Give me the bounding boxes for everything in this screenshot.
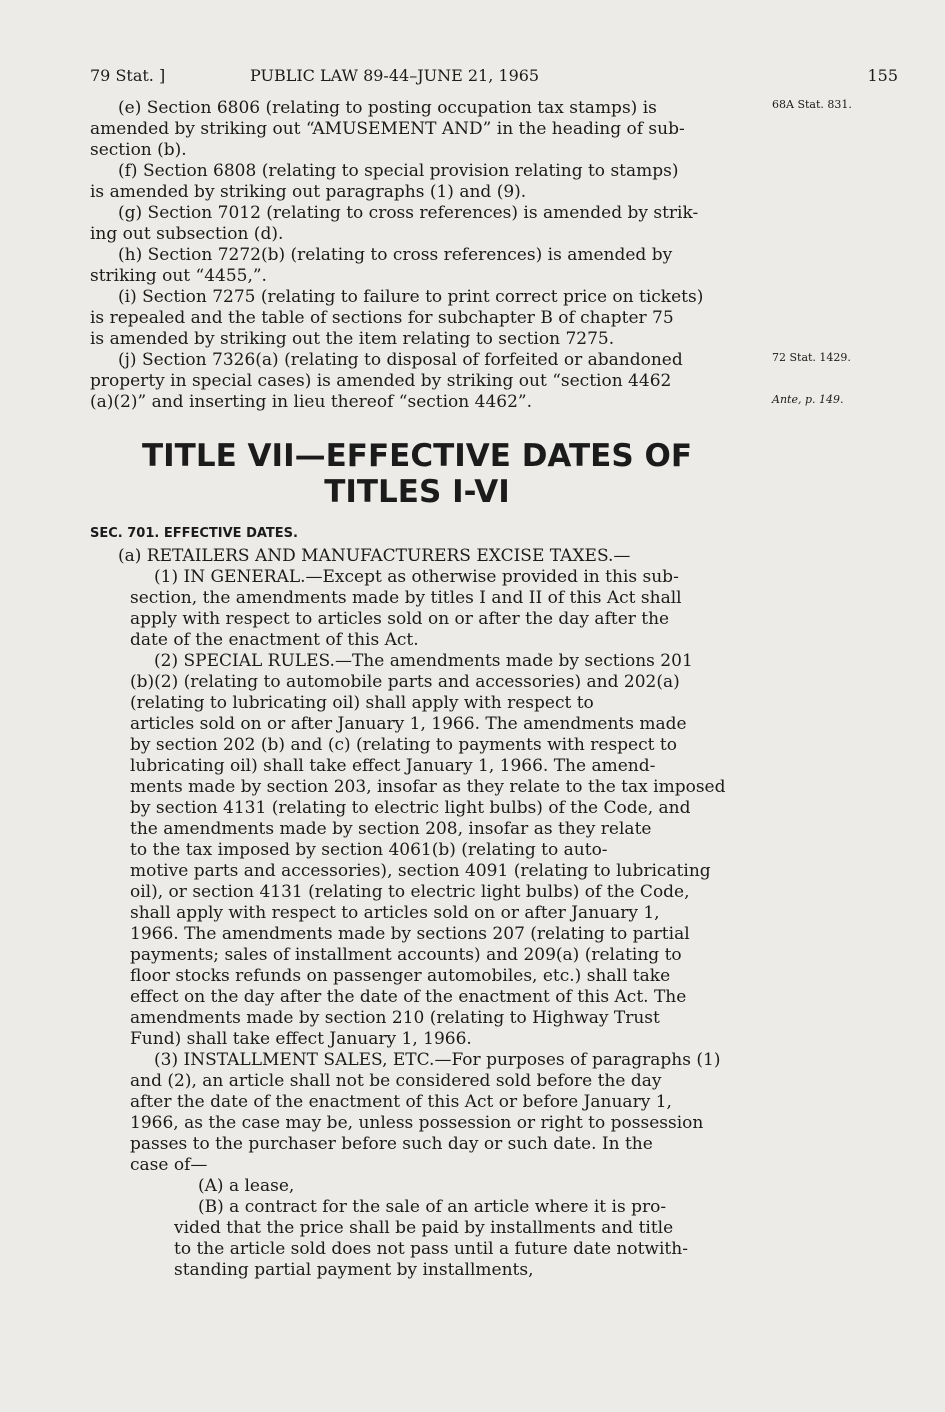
title-heading-line-1: TITLE VII—EFFECTIVE DATES OF bbox=[142, 438, 692, 474]
text-line: ing out subsection (d). bbox=[90, 224, 284, 244]
text-line: ments made by section 203, insofar as they relate to the tax imposed bbox=[130, 777, 726, 797]
text-line: (1) IN GENERAL.—Except as otherwise provided in this sub- bbox=[154, 567, 679, 587]
text-line: section, the amendments made by titles I and II of this Act shall bbox=[130, 588, 682, 608]
text-line: motive parts and accessories), section 4091 (relating to lubricating bbox=[130, 861, 711, 881]
text-line: floor stocks refunds on passenger automobiles, etc.) shall take bbox=[130, 966, 671, 986]
text-line: articles sold on or after January 1, 1966. The amendments made bbox=[130, 714, 687, 734]
text-line: (B) a contract for the sale of an article where it is pro- bbox=[198, 1197, 667, 1217]
text-line: is amended by striking out the item relating to section 7275. bbox=[90, 329, 615, 349]
text-line: effect on the day after the date of the enactment of this Act. The bbox=[130, 987, 687, 1007]
text-line: (g) Section 7012 (relating to cross references) is amended by strik- bbox=[118, 203, 699, 223]
running-header bbox=[90, 66, 898, 88]
section-heading: SEC. 701. EFFECTIVE DATES. bbox=[90, 526, 298, 541]
header-stat-citation: 79 Stat. ] bbox=[90, 66, 166, 85]
text-line: by section 4131 (relating to electric light bulbs) of the Code, and bbox=[130, 798, 691, 818]
header-title: PUBLIC LAW 89-44–JUNE 21, 1965 bbox=[250, 66, 540, 85]
text-line: is amended by striking out paragraphs (1) and (9). bbox=[90, 182, 527, 202]
title-heading-line-2: TITLES I-VI bbox=[324, 474, 510, 510]
text-line: (e) Section 6806 (relating to posting occupation tax stamps) is bbox=[118, 98, 657, 118]
margin-note: Ante, p. 149. bbox=[772, 393, 844, 406]
text-line: by section 202 (b) and (c) (relating to payments with respect to bbox=[130, 735, 677, 755]
text-line: 1966. The amendments made by sections 207 (relating to partial bbox=[130, 924, 690, 944]
text-line: Fund) shall take effect January 1, 1966. bbox=[130, 1029, 472, 1049]
page-number: 155 bbox=[867, 66, 898, 85]
text-line: standing partial payment by installments, bbox=[174, 1260, 534, 1280]
subsection-heading: (a) RETAILERS AND MANUFACTURERS EXCISE TAXES.— bbox=[118, 546, 631, 566]
text-line: (i) Section 7275 (relating to failure to print correct price on tickets) bbox=[118, 287, 704, 307]
text-line: (relating to lubricating oil) shall apply with respect to bbox=[130, 693, 594, 713]
text-line: (h) Section 7272(b) (relating to cross references) is amended by bbox=[118, 245, 673, 265]
text-line: the amendments made by section 208, insofar as they relate bbox=[130, 819, 652, 839]
text-line: section (b). bbox=[90, 140, 187, 160]
text-line: (b)(2) (relating to automobile parts and accessories) and 202(a) bbox=[130, 672, 680, 692]
margin-note: 72 Stat. 1429. bbox=[772, 351, 851, 364]
text-line: striking out “4455,”. bbox=[90, 266, 267, 286]
text-line: shall apply with respect to articles sold on or after January 1, bbox=[130, 903, 660, 923]
text-line: lubricating oil) shall take effect January 1, 1966. The amend- bbox=[130, 756, 656, 776]
text-line: (j) Section 7326(a) (relating to disposal of forfeited or abandoned bbox=[118, 350, 683, 370]
text-line: (f) Section 6808 (relating to special provision relating to stamps) bbox=[118, 161, 679, 181]
text-line: (A) a lease, bbox=[198, 1176, 295, 1196]
text-line: to the tax imposed by section 4061(b) (relating to auto- bbox=[130, 840, 608, 860]
text-line: case of— bbox=[130, 1155, 208, 1175]
text-line: property in special cases) is amended by striking out “section 4462 bbox=[90, 371, 672, 391]
text-line: after the date of the enactment of this Act or before January 1, bbox=[130, 1092, 672, 1112]
text-line: (a)(2)” and inserting in lieu thereof “section 4462”. bbox=[90, 392, 532, 412]
text-line: payments; sales of installment accounts) and 209(a) (relating to bbox=[130, 945, 682, 965]
text-line: is repealed and the table of sections for subchapter B of chapter 75 bbox=[90, 308, 674, 328]
text-line: amendments made by section 210 (relating to Highway Trust bbox=[130, 1008, 660, 1028]
margin-note: 68A Stat. 831. bbox=[772, 98, 852, 111]
text-line: date of the enactment of this Act. bbox=[130, 630, 419, 650]
text-line: to the article sold does not pass until a future date notwith- bbox=[174, 1239, 688, 1259]
text-line: vided that the price shall be paid by installments and title bbox=[174, 1218, 674, 1238]
text-line: (2) SPECIAL RULES.—The amendments made by sections 201 bbox=[154, 651, 693, 671]
text-line: (3) INSTALLMENT SALES, ETC.—For purposes of paragraphs (1) bbox=[154, 1050, 721, 1070]
text-line: and (2), an article shall not be considered sold before the day bbox=[130, 1071, 662, 1091]
text-line: amended by striking out “AMUSEMENT AND” in the heading of sub- bbox=[90, 119, 685, 139]
text-line: apply with respect to articles sold on or after the day after the bbox=[130, 609, 670, 629]
text-line: oil), or section 4131 (relating to electric light bulbs) of the Code, bbox=[130, 882, 690, 902]
text-line: 1966, as the case may be, unless possession or right to possession bbox=[130, 1113, 704, 1133]
text-line: passes to the purchaser before such day or such date. In the bbox=[130, 1134, 653, 1154]
